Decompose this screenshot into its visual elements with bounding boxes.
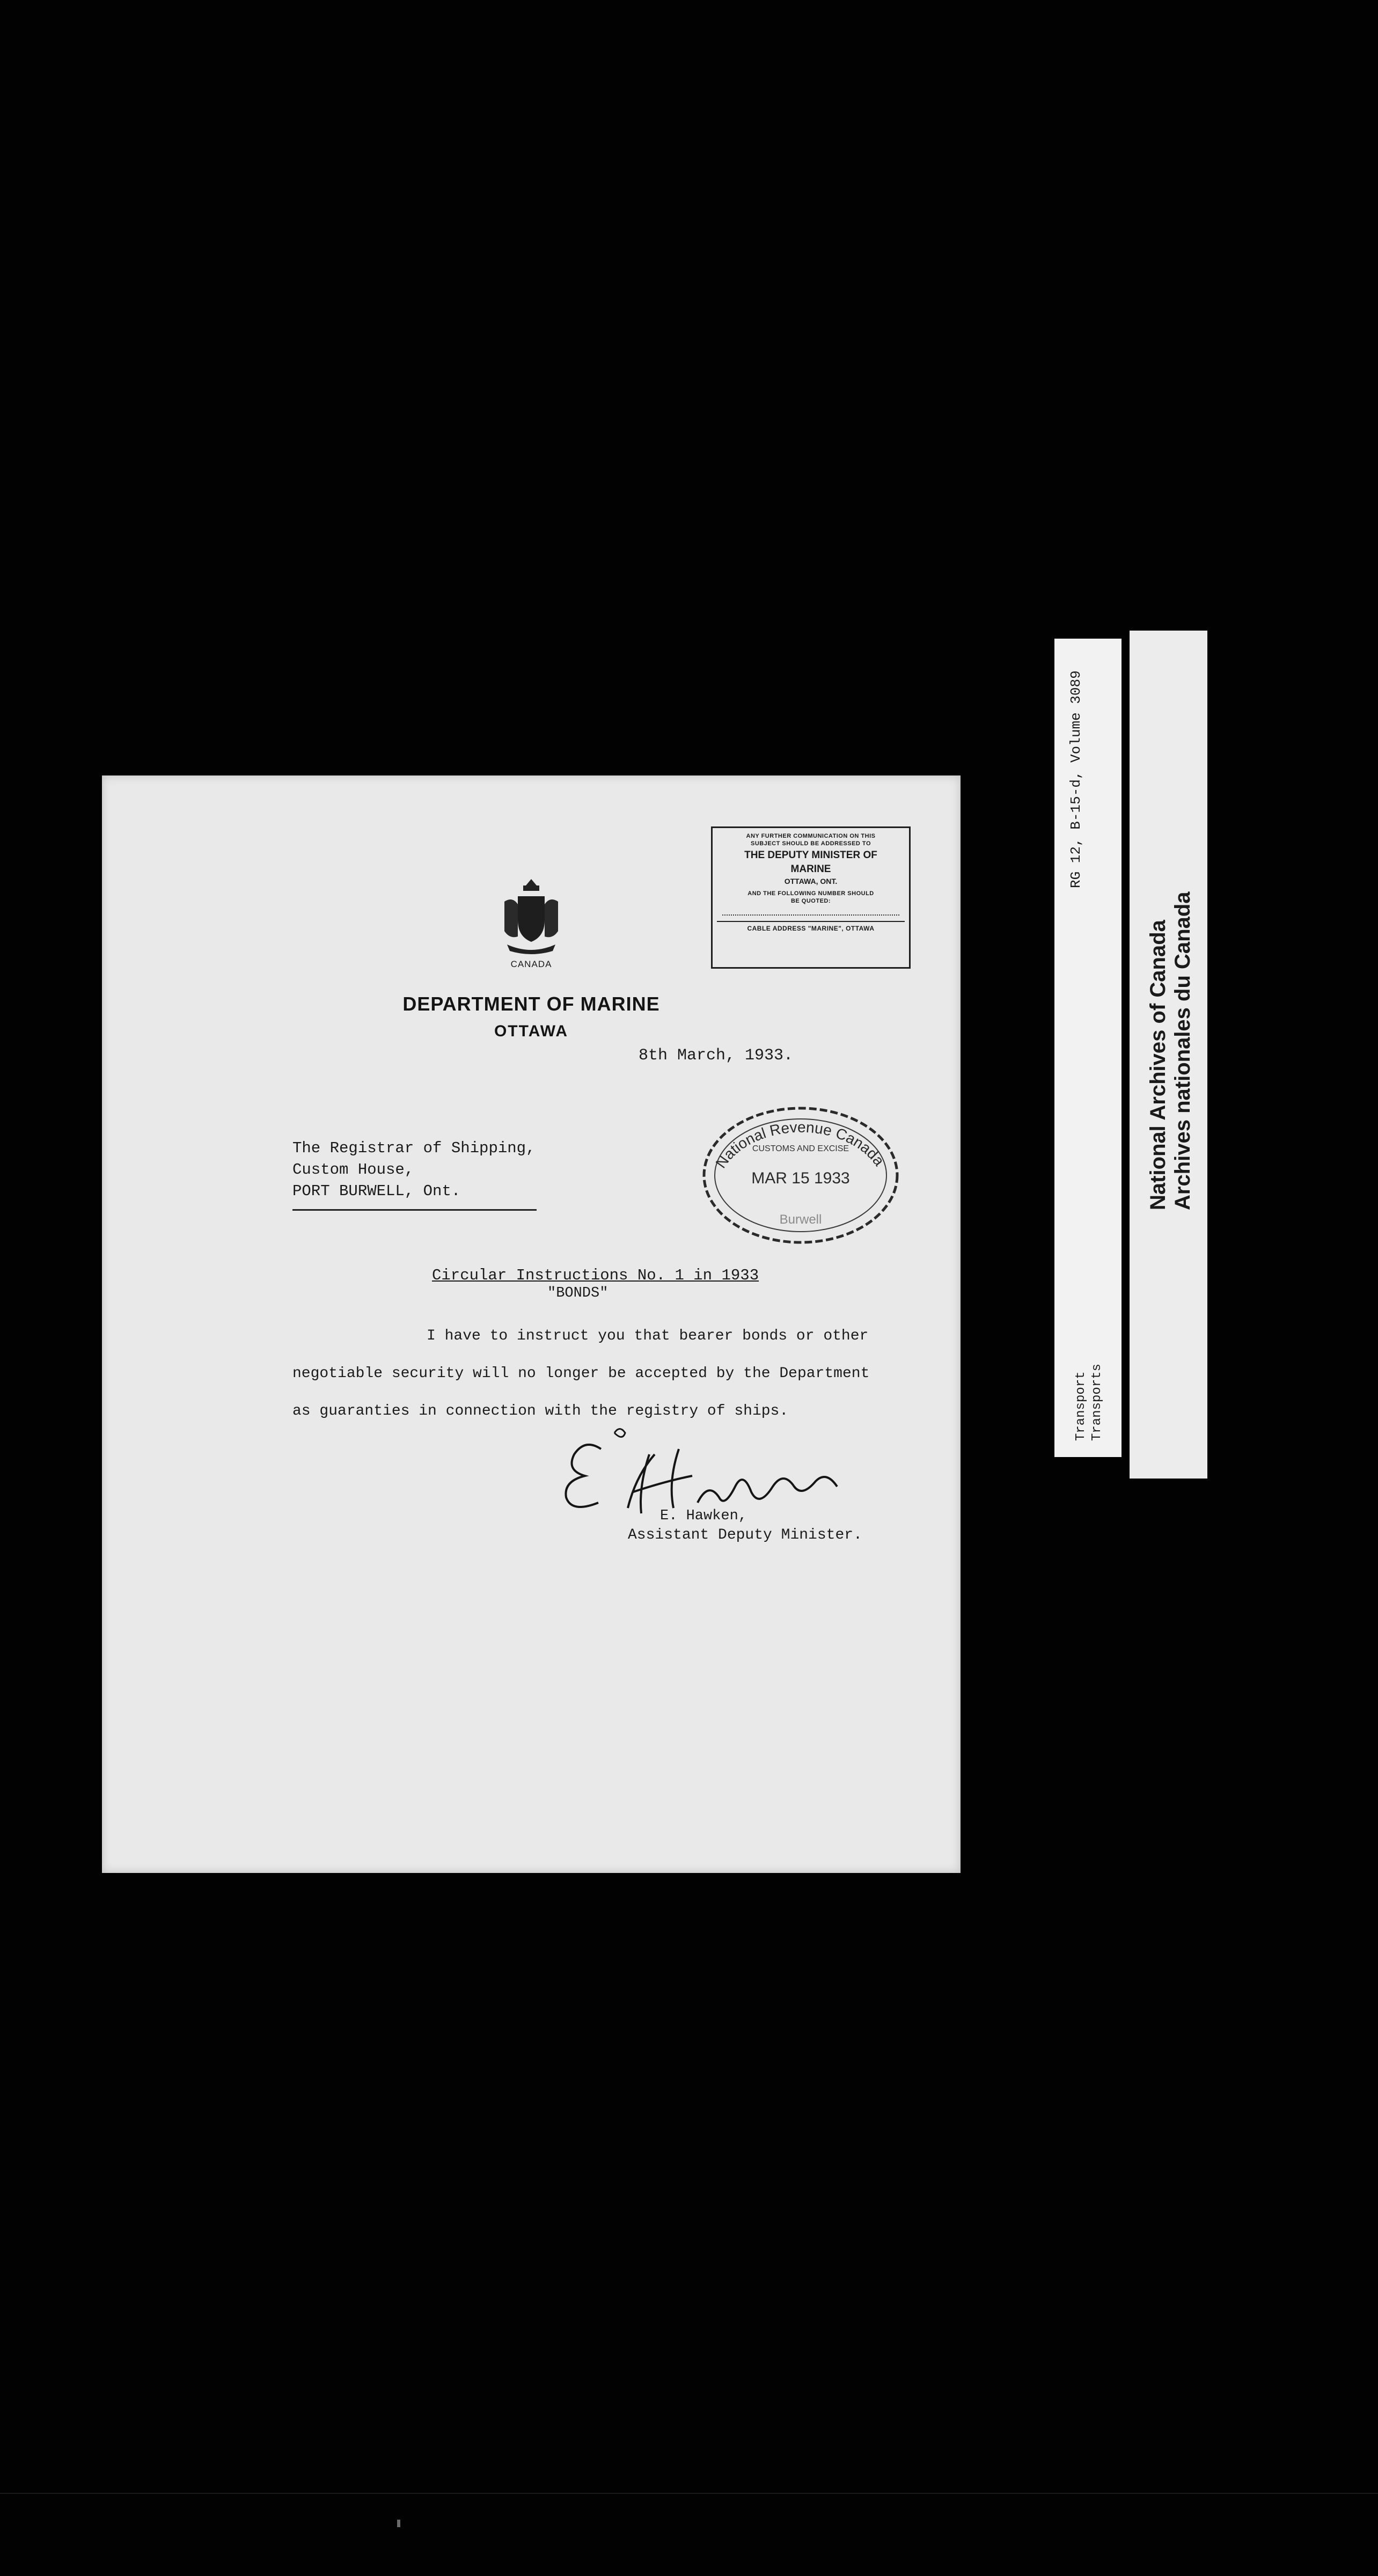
reference-box — [711, 826, 911, 969]
address-line: The Registrar of Shipping, — [292, 1139, 536, 1157]
body-line: I have to instruct you that bearer bonds or other — [427, 1328, 869, 1344]
customs-stamp — [698, 1100, 904, 1248]
circular-subtitle: "BONDS" — [547, 1285, 609, 1301]
archive-reference-strip — [1054, 639, 1122, 1457]
recipient-address — [292, 1138, 535, 1202]
reference-line: ANY FURTHER COMMUNICATION ON THIS — [746, 833, 876, 839]
department-city: OTTAWA — [494, 1022, 569, 1040]
stamp-date: MAR 15 1933 — [751, 1169, 850, 1187]
reference-line: AND THE FOLLOWING NUMBER SHOULD — [747, 890, 874, 897]
reference-number-line — [722, 913, 899, 916]
subject-english: Transport — [1074, 1371, 1088, 1441]
archive-reference: RG 12, B-15-d, Volume 3089 — [1068, 670, 1084, 888]
address-line: Custom House, — [292, 1161, 414, 1179]
letter-page — [102, 775, 961, 1873]
archives-name-english: National Archives of Canada — [1146, 920, 1170, 1210]
cable-address: CABLE ADDRESS "MARINE", OTTAWA — [717, 921, 905, 932]
reference-addressee: THE DEPUTY MINISTER OF — [744, 850, 877, 861]
coat-of-arms-icon — [499, 875, 563, 955]
archives-name-french: Archives nationales du Canada — [1171, 891, 1194, 1210]
crest-caption: CANADA — [510, 959, 552, 969]
reference-location: OTTAWA, ONT. — [784, 877, 838, 885]
address-line: PORT BURWELL, Ont. — [292, 1182, 461, 1200]
signer-name: E. Hawken, — [660, 1508, 747, 1524]
stamp-sub-text: CUSTOMS AND EXCISE — [752, 1144, 849, 1153]
stamp-bottom-text: Burwell — [779, 1212, 822, 1227]
reference-line: SUBJECT SHOULD BE ADDRESSED TO — [750, 840, 871, 847]
film-speck — [397, 2520, 400, 2527]
address-underline — [292, 1209, 537, 1211]
archives-name — [1146, 891, 1195, 1210]
stamp-top-text: National Revenue Canada — [712, 1118, 888, 1172]
body-line: as guaranties in connection with the registry of ships. — [292, 1403, 789, 1419]
reference-addressee: MARINE — [790, 863, 831, 875]
body-line: negotiable security will no longer be accepted by the Department — [292, 1365, 870, 1382]
subject-french: Transports — [1090, 1363, 1104, 1441]
letter-date: 8th March, 1933. — [639, 1046, 794, 1065]
circular-title: Circular Instructions No. 1 in 1933 — [432, 1267, 759, 1284]
letter-body — [292, 1318, 893, 1430]
reference-line: BE QUOTED: — [790, 898, 831, 904]
signer-title: Assistant Deputy Minister. — [628, 1527, 862, 1543]
archive-subject — [1073, 1364, 1105, 1441]
department-title: DEPARTMENT OF MARINE — [402, 993, 660, 1015]
frame-edge — [0, 2493, 1378, 2494]
